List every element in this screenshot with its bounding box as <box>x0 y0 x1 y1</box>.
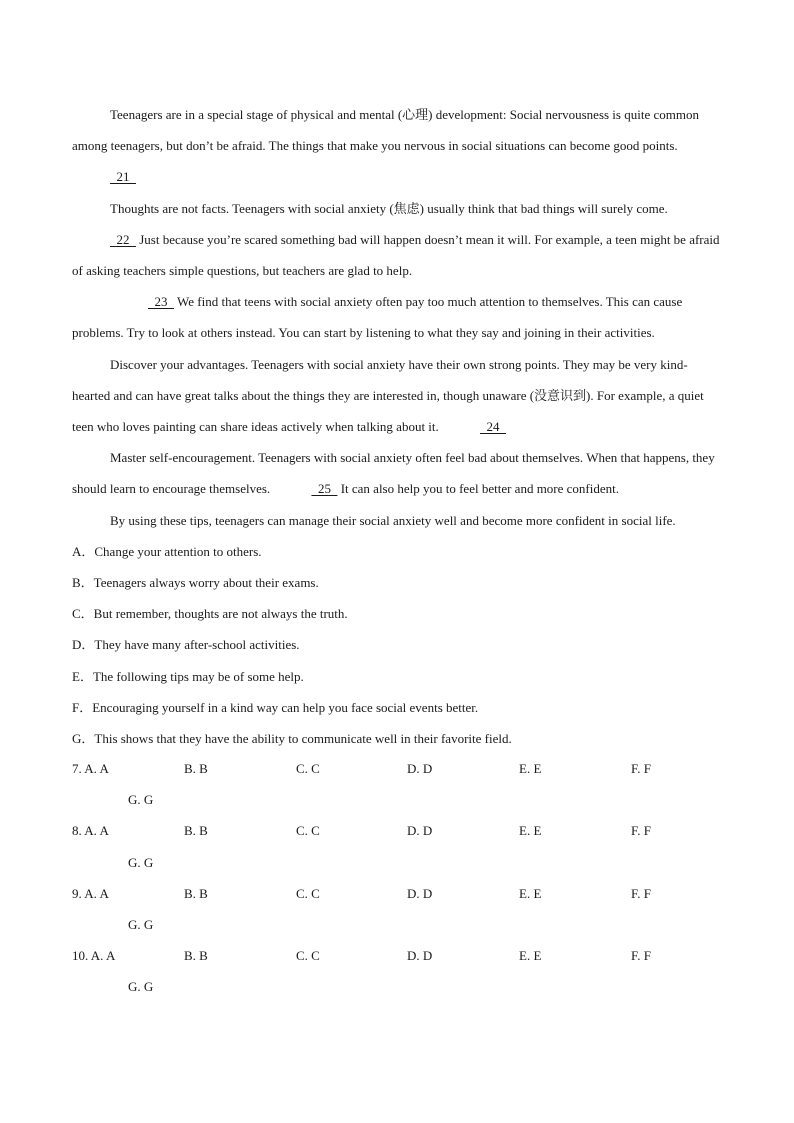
option-f: F．Encouraging yourself in a kind way can help you face social events better. <box>72 699 479 715</box>
question-10-choice-g[interactable]: G. G <box>128 979 154 995</box>
question-7-choice-a[interactable]: 7. A. A <box>72 761 109 776</box>
option-c: C．But remember, thoughts are not always the truth. <box>72 606 348 622</box>
question-9-choice-a[interactable]: 9. A. A <box>72 885 109 901</box>
question-7-row <box>72 753 722 784</box>
question-9-choice-g[interactable]: G. G <box>128 916 154 932</box>
passage-paragraph-1 <box>72 99 722 193</box>
question-9-choice-f[interactable]: F. F <box>631 885 651 901</box>
reading-passage <box>72 99 722 754</box>
question-10-choice-d[interactable]: D. D <box>407 948 433 964</box>
passage-paragraph-6 <box>72 505 722 536</box>
question-list <box>72 753 722 1003</box>
option-d: D．They have many after-school activities. <box>72 637 300 653</box>
question-9-choice-b[interactable]: B. B <box>184 885 208 901</box>
blank-21: 21 <box>110 169 136 185</box>
question-8-choice-d[interactable]: D. D <box>407 823 433 839</box>
paragraph-text: By using these tips, teenagers can manage their social anxiety well and become more confident in social life. <box>110 512 676 528</box>
question-10-choice-a[interactable]: 10. A. A <box>72 948 116 964</box>
question-10-row-2 <box>72 971 722 1002</box>
question-10-choice-b[interactable]: B. B <box>184 948 208 964</box>
blank-22: 22 <box>110 231 136 247</box>
option-e: E．The following tips may be of some help. <box>72 668 304 684</box>
question-7-row-2 <box>72 784 722 815</box>
question-7-choice-b[interactable]: B. B <box>184 761 208 776</box>
question-7-choice-e[interactable]: E. E <box>519 761 542 776</box>
question-8-choice-a[interactable]: 8. A. A <box>72 823 109 839</box>
question-9-choice-e[interactable]: E. E <box>519 885 542 901</box>
question-8-row <box>72 815 722 846</box>
question-8-choice-b[interactable]: B. B <box>184 823 208 839</box>
paragraph-text: Teenagers are in a special stage of physical and mental (心理) development: Social nervousness is quite common among teenagers, but don’t be afraid. The things that make you nervous in social situations can become good points. <box>72 107 699 154</box>
blank-24: 24 <box>480 419 507 435</box>
question-10-choice-f[interactable]: F. F <box>631 948 651 964</box>
blank-25: 25 <box>311 481 338 497</box>
question-9-row <box>72 878 722 909</box>
question-10-row <box>72 940 722 971</box>
passage-paragraph-2 <box>72 193 722 287</box>
question-8-row-2 <box>72 847 722 878</box>
paragraph-text: We find that teens with social anxiety often pay too much attention to themselves. This can cause problems. Try to look at others instead. You can start by listening to what they say and joining in their activities. <box>72 294 683 341</box>
question-10-choice-e[interactable]: E. E <box>519 948 542 964</box>
question-8-choice-g[interactable]: G. G <box>128 854 154 870</box>
answer-options-list <box>72 536 722 754</box>
option-b: B．Teenagers always worry about their exams. <box>72 575 319 591</box>
paragraph-text: Just because you’re scared something bad will happen doesn’t mean it will. For example, a teen might be afraid of asking teachers simple questions, but teachers are glad to help. <box>72 231 720 279</box>
blank-23: 23 <box>148 294 174 310</box>
option-a: A．Change your attention to others. <box>72 543 262 559</box>
question-7-choice-c[interactable]: C. C <box>296 761 320 776</box>
question-8-choice-f[interactable]: F. F <box>631 823 651 839</box>
question-9-choice-c[interactable]: C. C <box>296 885 320 901</box>
paragraph-text: Thoughts are not facts. Teenagers with social anxiety (焦虑) usually think that bad things will surely come. <box>110 200 668 216</box>
question-9-choice-d[interactable]: D. D <box>407 885 433 901</box>
passage-paragraph-5 <box>72 442 722 504</box>
question-8-choice-e[interactable]: E. E <box>519 823 542 839</box>
question-7-choice-f[interactable]: F. F <box>631 761 651 776</box>
question-8-choice-c[interactable]: C. C <box>296 823 320 839</box>
question-7-choice-g[interactable]: G. G <box>128 792 154 808</box>
paragraph-text: Discover your advantages. Teenagers with social anxiety have their own strong points. They may be very kind-hearted and can have great talks about the things they are interested in, though unaware (没意识到). For example, a quiet teen who loves painting can share ideas actively when talking about it. <box>72 356 704 435</box>
passage-paragraph-3 <box>72 286 722 348</box>
question-9-row-2 <box>72 909 722 940</box>
question-10-choice-c[interactable]: C. C <box>296 948 320 964</box>
passage-paragraph-4 <box>72 349 722 443</box>
paragraph-text: It can also help you to feel better and more confident. <box>337 481 620 497</box>
question-7-choice-d[interactable]: D. D <box>407 761 433 776</box>
option-g: G．This shows that they have the ability to communicate well in their favorite field. <box>72 731 512 747</box>
paragraph-text: Master self-encouragement. Teenagers with social anxiety often feel bad about themselves. When that happens, they should learn to encourage themselves. <box>72 450 715 497</box>
